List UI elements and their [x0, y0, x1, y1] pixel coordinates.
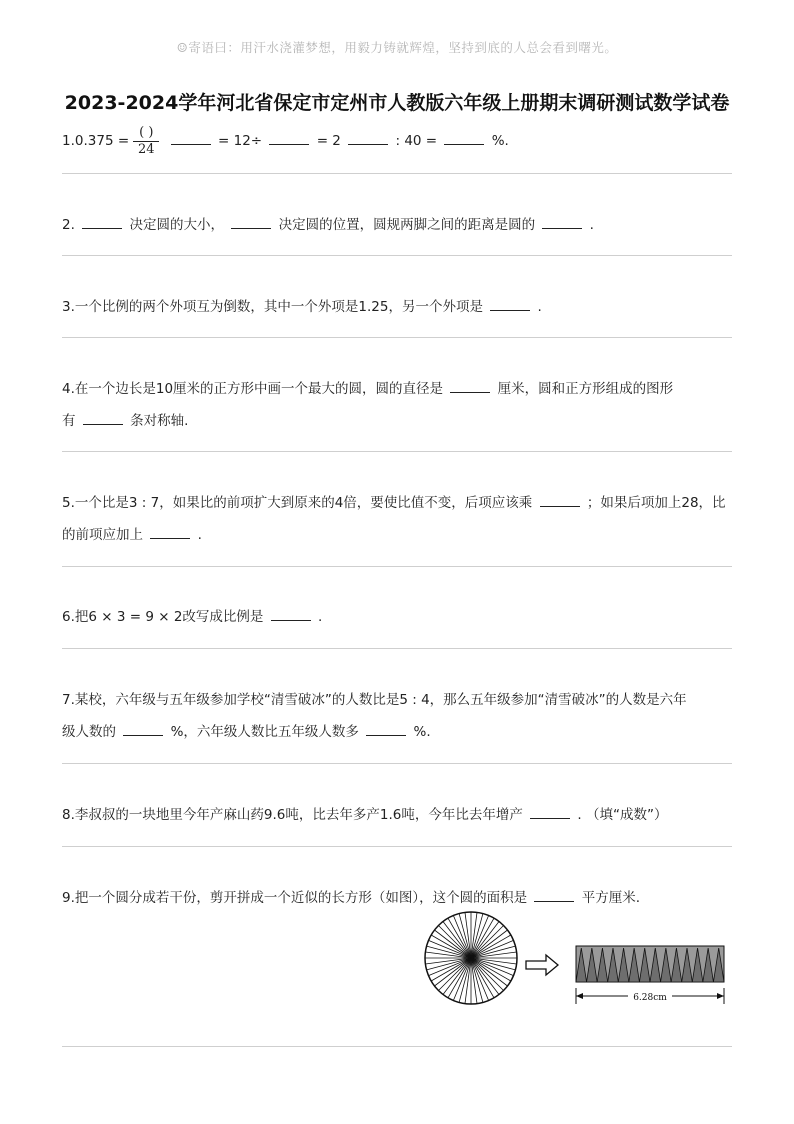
question-2: [62, 208, 742, 242]
question-8: [62, 798, 742, 832]
approx-rectangle: [576, 946, 724, 982]
q5-line2-a: 的前项应加上: [62, 527, 143, 543]
question-1: [62, 124, 742, 158]
q2-blank-1[interactable]: [82, 217, 122, 229]
q5-line2-b: .: [197, 527, 202, 543]
divider: [62, 173, 732, 174]
q6-blank-1[interactable]: [271, 609, 311, 621]
q3-prefix: 3.一个比例的两个外项互为倒数，其中一个外项是1.25，另一个外项是: [62, 299, 483, 315]
q4-blank-1[interactable]: [450, 381, 490, 393]
length-dimension: [576, 988, 724, 1004]
q1-part3: = 2: [316, 133, 341, 149]
question-3: [62, 290, 742, 324]
q1-blank-1[interactable]: [171, 133, 211, 145]
q4-blank-2[interactable]: [83, 413, 123, 425]
q8-blank-1[interactable]: [530, 807, 570, 819]
divider: [62, 763, 732, 764]
divider: [62, 1046, 732, 1047]
q7-line2-a: 级人数的: [62, 724, 116, 740]
q6-suffix: .: [318, 609, 323, 625]
motto-text: ☺寄语曰：用汗水浇灌梦想，用毅力铸就辉煌，坚持到底的人总会看到曙光。: [176, 40, 618, 55]
divider: [62, 648, 732, 649]
divider: [62, 451, 732, 452]
page-title: 2023-2024学年河北省保定市定州市人教版六年级上册期末调研测试数学试卷: [64, 92, 730, 114]
q8-prefix: 8.李叔叔的一块地里今年产麻山药9.6吨，比去年多产1.6吨，今年比去年增产: [62, 807, 523, 823]
q1-part2: = 12÷: [218, 133, 263, 149]
divider: [62, 846, 732, 847]
question-7: [62, 683, 742, 717]
q4-line1-a: 4.在一个边长是10厘米的正方形中画一个最大的圆，圆的直径是: [62, 381, 444, 397]
q6-prefix: 6.把6 × 3 = 9 × 2改写成比例是: [62, 609, 264, 625]
q1-blank-3[interactable]: [348, 133, 388, 145]
question-4: [62, 372, 742, 406]
q2-suffix: .: [589, 217, 594, 233]
divider: [62, 337, 732, 338]
q2-part1: 决定圆的大小，: [129, 217, 224, 233]
q5-blank-1[interactable]: [540, 495, 580, 507]
question-7-line2: [62, 715, 742, 749]
q4-line1-b: 厘米，圆和正方形组成的图形: [497, 381, 674, 397]
right-arrow-icon: [526, 955, 558, 975]
q1-blank-2[interactable]: [269, 133, 309, 145]
q3-blank-1[interactable]: [490, 299, 530, 311]
q2-prefix: 2.: [62, 217, 75, 233]
q1-blank-4[interactable]: [444, 133, 484, 145]
q2-part2: 决定圆的位置，圆规两脚之间的距离是圆的: [278, 217, 536, 233]
q2-blank-2[interactable]: [231, 217, 271, 229]
q7-line1: 7.某校，六年级与五年级参加学校“清雪破冰”的人数比是5 : 4，那么五年级参加“清雪破冰”的人数是六年: [62, 692, 687, 708]
divider: [62, 566, 732, 567]
q2-blank-3[interactable]: [542, 217, 582, 229]
q7-blank-2[interactable]: [366, 724, 406, 736]
q9-blank-1[interactable]: [534, 890, 574, 902]
circle-to-rectangle-figure: [418, 908, 738, 1018]
q1-fraction-bottom: 24: [138, 141, 155, 157]
q5-line1-b: ；如果后项加上28，比: [586, 495, 726, 511]
divided-circle: [425, 912, 517, 1004]
q4-line2-a: 有: [62, 413, 76, 429]
question-5-line2: [62, 518, 742, 552]
q5-line1-a: 5.一个比是3 : 7，如果比的前项扩大到原来的4倍，要使比值不变，后项应该乘: [62, 495, 533, 511]
q3-suffix: .: [537, 299, 542, 315]
q7-line2-b: %，六年级人数比五年级人数多: [170, 724, 359, 740]
q4-line2-b: 条对称轴.: [130, 413, 189, 429]
q1-fraction: [133, 125, 159, 158]
q7-blank-1[interactable]: [123, 724, 163, 736]
q7-line2-c: %.: [413, 724, 431, 740]
q5-blank-2[interactable]: [150, 527, 190, 539]
q1-part4: : 40 =: [395, 133, 438, 149]
question-5: [62, 486, 742, 520]
q1-fraction-top: ( ): [133, 125, 159, 142]
divider: [62, 255, 732, 256]
length-label: 6.28cm: [633, 993, 667, 1003]
figure-svg: [418, 908, 738, 1018]
q1-suffix: %.: [491, 133, 509, 149]
q9-suffix: 平方厘米.: [581, 890, 641, 906]
q1-prefix: 1.0.375 =: [62, 133, 130, 149]
q9-prefix: 9.把一个圆分成若干份，剪开拼成一个近似的长方形（如图），这个圆的面积是: [62, 890, 528, 906]
question-6: [62, 600, 742, 634]
q8-suffix: . （填“成数”）: [577, 807, 668, 823]
question-4-line2: [62, 404, 742, 438]
